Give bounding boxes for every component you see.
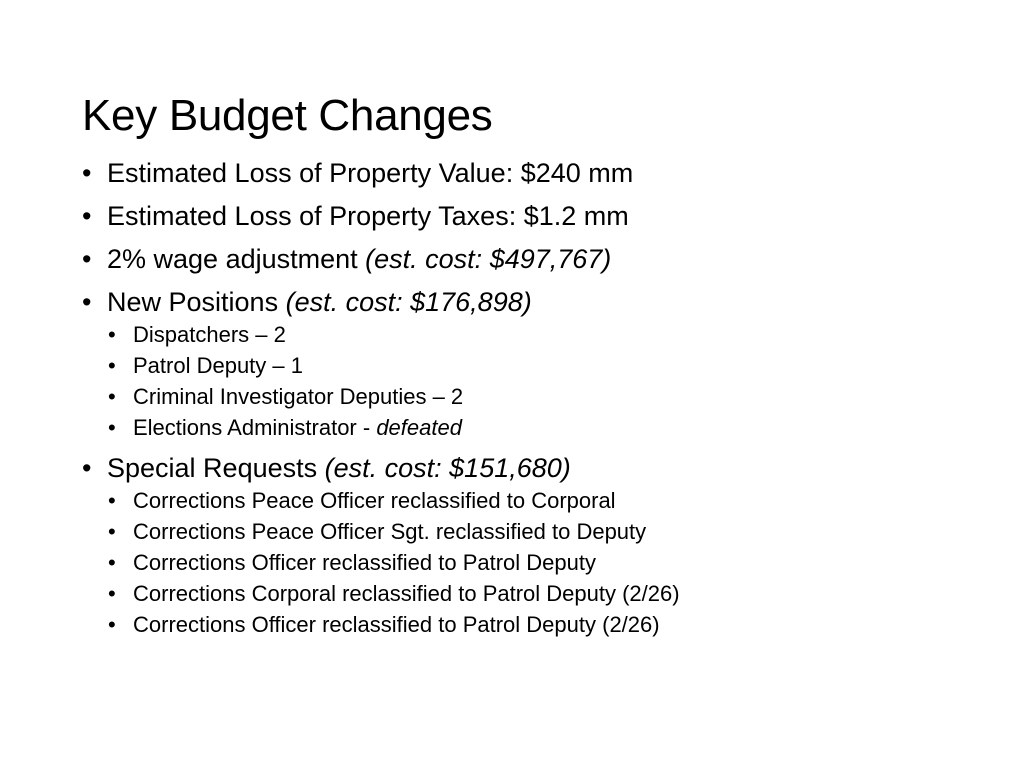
bullet-icon: •	[108, 519, 116, 544]
sub-bullet-item	[108, 381, 982, 412]
bullet-icon: •	[108, 384, 116, 409]
bullet-icon: •	[108, 581, 116, 606]
bullet-icon: •	[82, 453, 92, 483]
bullet-icon: •	[108, 550, 116, 575]
sub-bullet-text: Corrections Peace Officer reclassified to Corporal	[133, 488, 616, 513]
bullet-item-property-value	[82, 152, 982, 195]
bullet-text: Special Requests	[107, 453, 325, 483]
bullet-item-property-taxes	[82, 195, 982, 238]
sub-bullet-text: Corrections Officer reclassified to Patrol Deputy (2/26)	[133, 612, 660, 637]
sub-bullet-item	[108, 485, 982, 516]
bullet-text: Estimated Loss of Property Taxes: $1.2 mm	[107, 201, 629, 231]
sub-bullet-item	[108, 609, 982, 640]
bullet-icon: •	[108, 612, 116, 637]
bullet-italic-text: (est. cost: $497,767)	[365, 244, 612, 274]
bullet-list	[82, 152, 982, 640]
sub-bullet-item	[108, 516, 982, 547]
sub-bullet-text: Criminal Investigator Deputies – 2	[133, 384, 464, 409]
bullet-icon: •	[82, 201, 92, 231]
slide-content	[82, 152, 982, 644]
bullet-icon: •	[108, 488, 116, 513]
bullet-text: New Positions	[107, 287, 286, 317]
sub-bullet-text: Corrections Corporal reclassified to Patrol Deputy (2/26)	[133, 581, 680, 606]
bullet-icon: •	[82, 158, 92, 188]
slide-title: Key Budget Changes	[82, 91, 493, 140]
sub-bullet-item	[108, 547, 982, 578]
sub-bullet-list-new-positions	[82, 319, 982, 443]
bullet-text: 2% wage adjustment	[107, 244, 366, 274]
bullet-icon: •	[108, 415, 116, 440]
bullet-icon: •	[82, 244, 92, 274]
sub-list-container	[82, 319, 982, 443]
bullet-italic-text: (est. cost: $176,898)	[285, 287, 532, 317]
bullet-item-special-requests	[82, 447, 982, 490]
sub-bullet-text: Corrections Peace Officer Sgt. reclassified to Deputy	[133, 519, 647, 544]
bullet-italic-text: (est. cost: $151,680)	[324, 453, 571, 483]
bullet-text: Estimated Loss of Property Value: $240 mm	[107, 158, 634, 188]
sub-bullet-text: Dispatchers – 2	[133, 322, 286, 347]
sub-bullet-text: Patrol Deputy – 1	[133, 353, 303, 378]
sub-bullet-item	[108, 350, 982, 381]
sub-bullet-item	[108, 578, 982, 609]
bullet-icon: •	[108, 322, 116, 347]
bullet-item-wage-adjustment	[82, 238, 982, 281]
bullet-icon: •	[82, 287, 92, 317]
sub-bullet-text: Corrections Officer reclassified to Patrol Deputy	[133, 550, 596, 575]
sub-bullet-text: Elections Administrator -	[133, 415, 377, 440]
bullet-item-new-positions	[82, 281, 982, 324]
sub-bullet-list-special-requests	[82, 485, 982, 640]
sub-bullet-italic-text: defeated	[376, 415, 462, 440]
sub-bullet-item	[108, 412, 982, 443]
bullet-icon: •	[108, 353, 116, 378]
sub-bullet-item	[108, 319, 982, 350]
sub-list-container	[82, 485, 982, 640]
